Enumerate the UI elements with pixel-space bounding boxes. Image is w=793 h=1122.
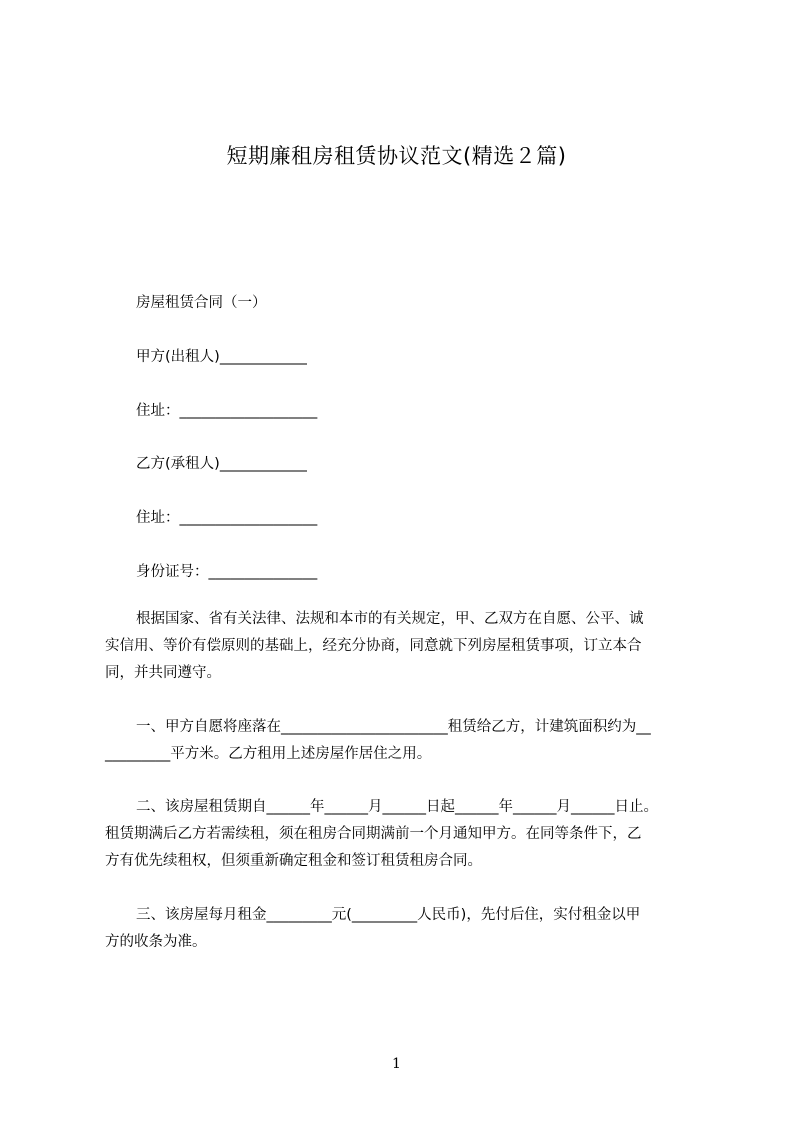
paragraph-line: 方有优先续租权，但须重新确定租金和签订租赁租房合同。 xyxy=(105,853,482,869)
paragraph-line: 三、该房屋每月租金_________元(_________人民币)，先付后住，实付租金以甲 xyxy=(136,907,641,923)
paragraph-line: 二、该房屋租赁期自______年______月______日起______年______月______日止。 xyxy=(136,799,658,815)
clause-2-paragraph xyxy=(105,794,705,875)
page-number: 1 xyxy=(392,1056,401,1072)
paragraph-line: 租赁期满后乙方若需续租，须在租房合同期满前一个月通知甲方。在同等条件下，乙 xyxy=(105,826,642,842)
party-b-line: 乙方(承租人)____________ xyxy=(136,456,307,472)
paragraph-line: 实信用、等价有偿原则的基础上，经充分协商，同意就下列房屋租赁事项，订立本合 xyxy=(105,638,642,654)
id-number-line: 身份证号：_______________ xyxy=(136,564,318,580)
preamble-paragraph xyxy=(105,606,705,687)
clause-1-paragraph xyxy=(105,714,705,768)
paragraph-line: 根据国家、省有关法律、法规和本市的有关规定，甲、乙双方在自愿、公平、诚 xyxy=(136,611,644,627)
paragraph-line: 一、甲方自愿将座落在_______________________租赁给乙方，计建筑面积约为__ xyxy=(136,719,651,735)
clause-3-paragraph xyxy=(105,902,705,956)
party-a-address-line: 住址：___________________ xyxy=(136,403,318,419)
paragraph-line: 方的收条为准。 xyxy=(105,934,207,950)
section-heading: 房屋租赁合同（一） xyxy=(136,295,267,311)
paragraph-line: 同，并共同遵守。 xyxy=(105,665,221,681)
party-a-line: 甲方(出租人)____________ xyxy=(136,349,307,365)
party-b-address-line: 住址：___________________ xyxy=(136,510,318,526)
page-title: 短期廉租房租赁协议范文(精选２篇) xyxy=(226,144,567,168)
paragraph-line: _________平方米。乙方租用上述房屋作居住之用。 xyxy=(105,746,432,762)
